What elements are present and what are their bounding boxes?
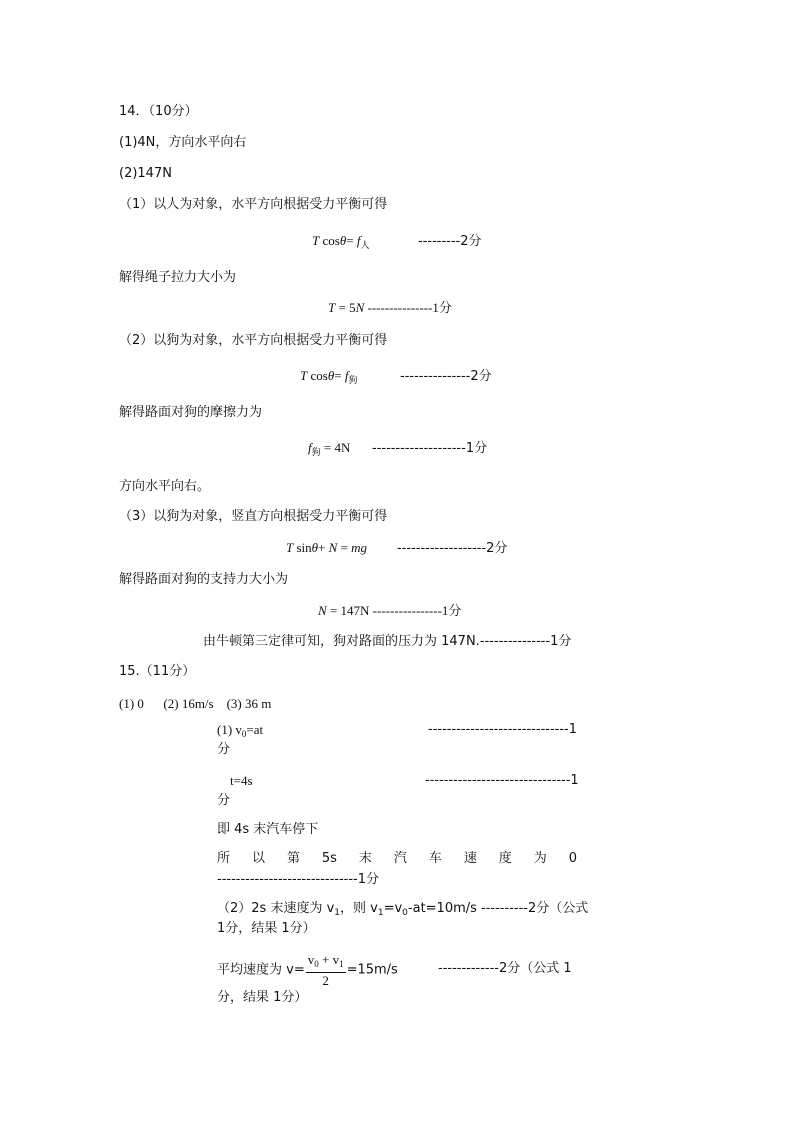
q14-part1-solve: 解得绳子拉力大小为 [119, 270, 237, 285]
q14-part1-result [328, 300, 452, 316]
eq-mg: mg [351, 540, 368, 555]
q14-part2-solve: 解得路面对狗的摩擦力为 [119, 405, 263, 420]
eq-T: T [300, 368, 308, 383]
q15-step1-fen: 分 [217, 742, 231, 757]
q15-step2: t=4s [230, 773, 253, 788]
res-score: ---------------1分 [364, 300, 452, 315]
q14-answer-2: (2)147N [119, 166, 172, 181]
q14-part2-result-score: --------------------1分 [372, 441, 488, 456]
avg-v1: v [332, 952, 340, 967]
p2-sub-2: 1 [377, 908, 384, 918]
q15-part2-note: 1分，结果 1分） [217, 921, 316, 936]
spaced-char: 车 [428, 851, 442, 866]
spaced-char: 所 [217, 851, 231, 866]
eq-cos: cos [307, 368, 328, 383]
p2-sub-1: 1 [334, 908, 341, 918]
q15-spaced-score: ------------------------------1分 [217, 872, 379, 887]
eq-equals: = [337, 540, 352, 555]
p2-text-d: -at=10m/s ----------2分（公式 [407, 901, 589, 916]
avg-fraction [306, 952, 346, 988]
q14-part3-equation [286, 540, 367, 556]
q14-part3-newton: 由牛顿第三定律可知，狗对路面的压力为 147N.---------------1分 [203, 634, 572, 649]
eq-T: T [286, 540, 294, 555]
spaced-char: 以 [251, 851, 265, 866]
q15-step1 [217, 722, 263, 742]
q14-part1-intro: （1）以人为对象，水平方向根据受力平衡可得 [119, 197, 388, 212]
q15-spaced-line [217, 851, 577, 867]
spaced-char: 汽 [393, 851, 407, 866]
q14-part3-intro: （3）以狗为对象，竖直方向根据受力平衡可得 [119, 509, 388, 524]
q14-part1-equation [312, 233, 369, 253]
q14-part3-solve: 解得路面对狗的支持力大小为 [119, 572, 289, 587]
eq-f: f [356, 233, 361, 248]
res-f: f [308, 440, 312, 455]
p2-text-a: （2）2s 末速度为 v [217, 901, 335, 916]
q14-part2-direction: 方向水平向右。 [119, 479, 211, 494]
spaced-char: 速 [463, 851, 477, 866]
p2-sub-3: 0 [402, 908, 408, 918]
q15-step2-score: -------------------------------1 [425, 773, 579, 788]
avg-result: =15m/s [346, 962, 398, 978]
q14-part2-intro: （2）以狗为对象，水平方向根据受力平衡可得 [119, 333, 388, 348]
spaced-char: 第 [286, 851, 300, 866]
spaced-char: 5s [321, 851, 337, 866]
step1-text: (1) v [217, 722, 242, 737]
res-N: N [318, 603, 327, 618]
avg-plus: + [318, 952, 333, 967]
avg-sub0: 0 [314, 959, 319, 969]
q14-part3-result [318, 603, 461, 619]
eq-equals: = [334, 368, 345, 383]
step1-sub: 0 [241, 729, 247, 739]
step1-text-b: =at [246, 722, 264, 737]
res-mid: = 5 [335, 300, 356, 315]
res-N: N [355, 300, 365, 315]
q15-answers: (1) 0 (2) 16m/s (3) 36 m [119, 696, 272, 711]
eq-f: f [344, 368, 349, 383]
res-val: = 147N [326, 603, 370, 618]
eq-theta: θ [311, 540, 319, 555]
eq-plus: + [318, 540, 329, 555]
eq-theta: θ [327, 368, 335, 383]
q15-step2-fen: 分 [217, 793, 231, 808]
p2-text-b: ，则 v [340, 901, 378, 916]
res-score: ----------------1分 [369, 603, 462, 618]
eq-N: N [328, 540, 338, 555]
q15-part2-line [217, 901, 588, 921]
eq-theta: θ [339, 233, 347, 248]
q15-average-score: -------------2分（公式 1 [438, 961, 572, 976]
eq-T: T [312, 233, 320, 248]
q14-part3-score: -------------------2分 [397, 541, 508, 556]
q14-part2-equation [300, 368, 357, 388]
eq-cos: cos [319, 233, 340, 248]
q14-part2-score: ---------------2分 [400, 369, 492, 384]
p2-text-c: =v [383, 901, 403, 916]
res-val: = 4N [320, 440, 351, 455]
q15-stop: 即 4s 末汽车停下 [217, 822, 319, 837]
spaced-char: 末 [358, 851, 372, 866]
q14-part2-result [308, 440, 350, 460]
q14-part1-score: ---------2分 [418, 234, 482, 249]
avg-sub1: 1 [339, 959, 344, 969]
q15-average-note: 分，结果 1分） [217, 990, 308, 1005]
q15-step1-score: ------------------------------1 [428, 722, 577, 737]
eq-sin: sin [293, 540, 312, 555]
spaced-char: 度 [498, 851, 512, 866]
q15-average-line [217, 952, 398, 988]
res-T: T [328, 300, 336, 315]
spaced-char: 为 [533, 851, 547, 866]
q15-header: 15.（11分） [119, 664, 196, 679]
res-f-sub: 狗 [311, 447, 321, 457]
spaced-char: 0 [568, 851, 577, 866]
avg-denominator: 2 [322, 973, 329, 988]
eq-f-sub: 狗 [348, 375, 358, 385]
avg-numerator [306, 952, 346, 973]
q14-answer-1: (1)4N，方向水平向右 [119, 135, 247, 150]
avg-v0: v [307, 952, 315, 967]
eq-equals: = [346, 233, 357, 248]
eq-f-sub: 人 [360, 240, 370, 250]
avg-text-a: 平均速度为 v= [217, 962, 305, 978]
q14-header: 14．（10分） [119, 104, 198, 119]
